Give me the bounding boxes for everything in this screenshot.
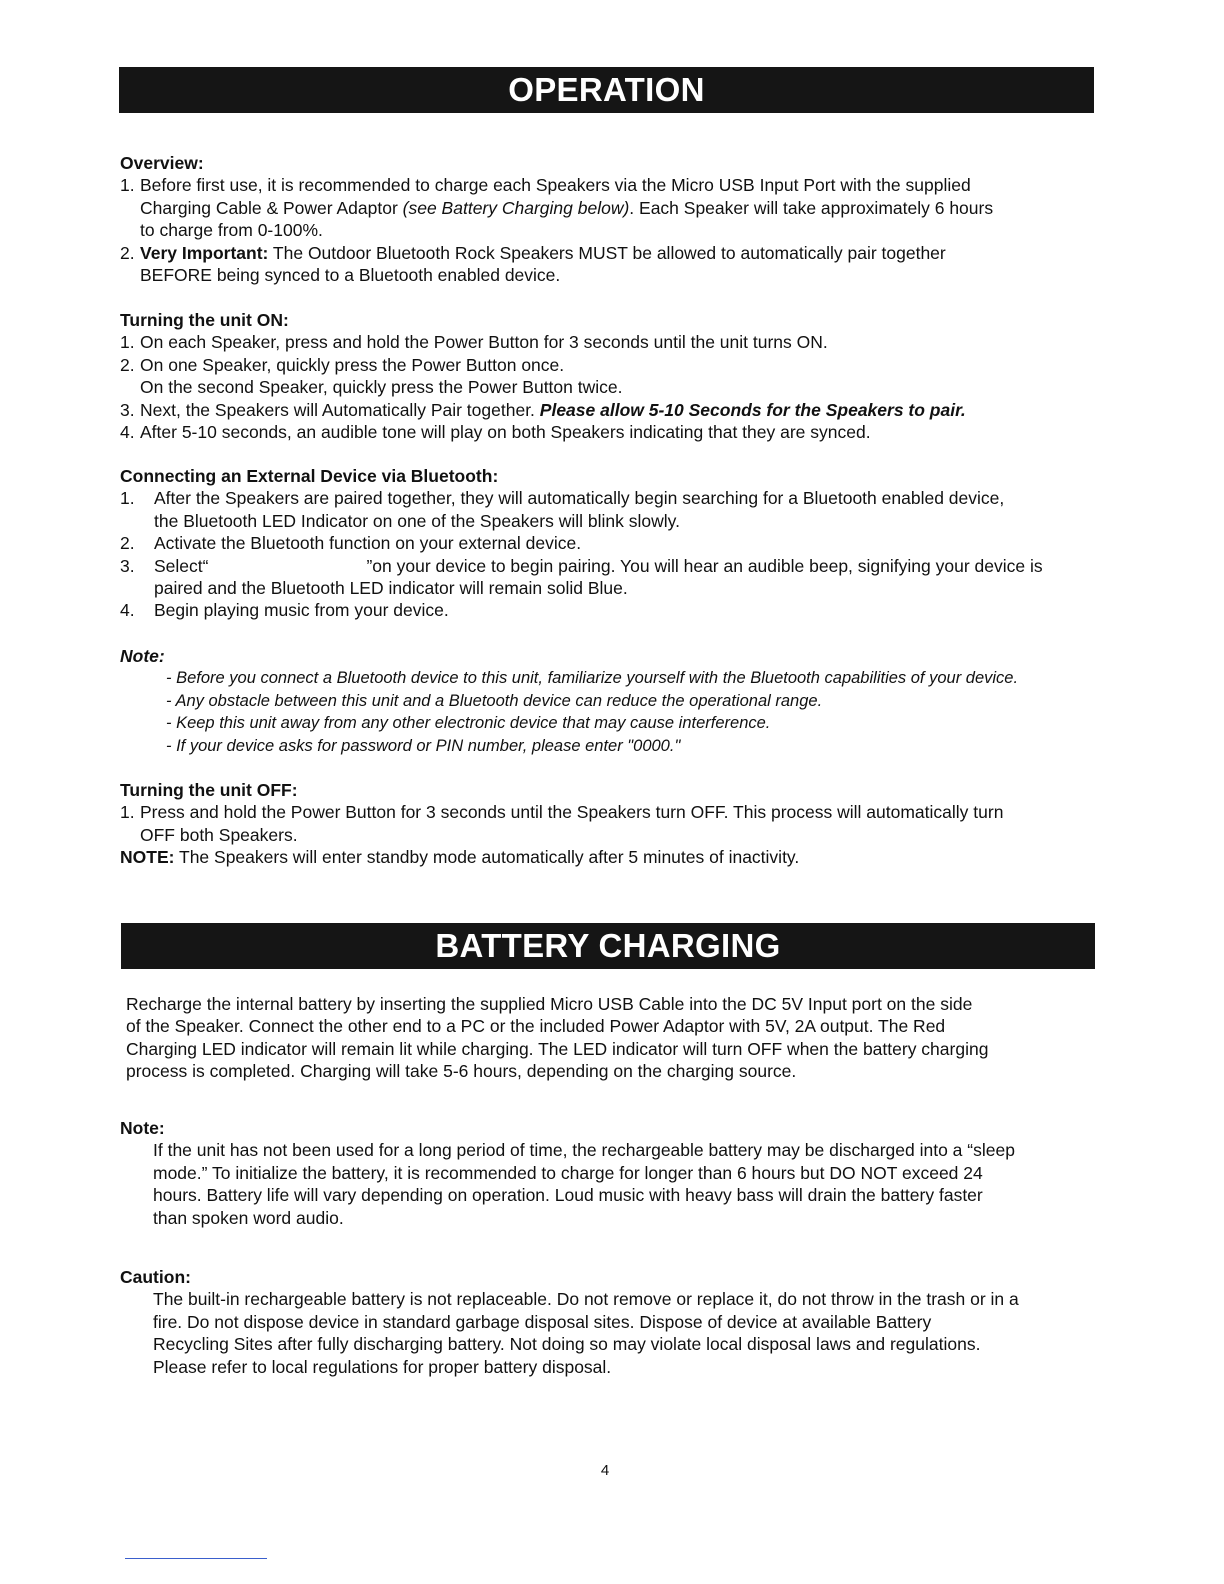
very-important-label: Very Important: <box>140 242 269 263</box>
operation-section-banner: OPERATION <box>119 67 1094 113</box>
paragraph-line: Recharge the internal battery by inserting the supplied Micro USB Cable into the DC 5V Input port on the side <box>126 994 973 1014</box>
paragraph-line: Recycling Sites after fully discharging battery. Not doing so may violate local disposal laws and regulations. <box>153 1334 981 1355</box>
list-item <box>120 599 1120 621</box>
list-continuation: On the second Speaker, quickly press the Power Button twice. <box>140 377 623 398</box>
list-text: On one Speaker, quickly press the Power Button once. <box>140 354 565 375</box>
list-item <box>120 399 1120 421</box>
list-item <box>120 532 1120 554</box>
paragraph-line: Please refer to local regulations for proper battery disposal. <box>153 1356 612 1377</box>
paragraph-line: hours. Battery life will vary depending on operation. Loud music with heavy bass will drain the battery faster <box>153 1185 983 1206</box>
list-text: Next, the Speakers will Automatically Pair together. <box>140 399 540 420</box>
list-number: 1. <box>120 802 135 823</box>
list-number: 2. <box>120 533 135 554</box>
list-item <box>120 331 1120 353</box>
list-text: After 5-10 seconds, an audible tone will play on both Speakers indicating that they are synced. <box>140 422 871 443</box>
paragraph-line: The built-in rechargeable battery is not replaceable. Do not remove or replace it, do not throw in the trash or in a <box>153 1289 1019 1310</box>
turning-on-heading: Turning the unit ON: <box>120 310 289 330</box>
list-number: 2. <box>120 354 135 375</box>
paragraph-line: than spoken word audio. <box>153 1207 344 1228</box>
note-line: - Keep this unit away from any other electronic device that may cause interference. <box>166 714 771 733</box>
list-text: paired and the Bluetooth LED indicator will remain solid Blue. <box>154 578 628 599</box>
turning-on-section <box>120 309 1120 443</box>
paragraph-line: fire. Do not dispose device in standard garbage disposal sites. Dispose of device at available Battery <box>153 1311 932 1332</box>
standby-note-text: The Speakers will enter standby mode automatically after 5 minutes of inactivity. <box>174 847 800 868</box>
battery-intro <box>126 993 1126 1083</box>
list-text: On each Speaker, press and hold the Power Button for 3 seconds until the unit turns ON. <box>140 332 828 353</box>
pairing-time-emphasis: Please allow 5-10 Seconds for the Speakers to pair. <box>539 399 966 420</box>
overview-section <box>120 152 1120 286</box>
list-number: 2. <box>120 242 135 263</box>
footer-divider <box>125 1558 267 1559</box>
list-number: 1. <box>120 332 135 353</box>
list-text: Select“ <box>154 555 209 576</box>
note-line: - If your device asks for password or PIN number, please enter "0000." <box>166 736 681 755</box>
turning-off-heading: Turning the unit OFF: <box>120 780 298 800</box>
paragraph-line: Charging LED indicator will remain lit while charging. The LED indicator will turn OFF when the battery charging <box>126 1038 989 1059</box>
list-number: 1. <box>120 488 135 509</box>
list-text: Before first use, it is recommended to charge each Speakers via the Micro USB Input Port with the supplied <box>140 175 971 196</box>
list-text: The Outdoor Bluetooth Rock Speakers MUST be allowed to automatically pair together <box>268 242 946 263</box>
note-label: NOTE: <box>120 847 175 868</box>
caution-heading: Caution: <box>120 1267 191 1287</box>
list-text: ”on your device to begin pairing. You will hear an audible beep, signifying your device is <box>366 555 1043 576</box>
paragraph-line: mode.” To initialize the battery, it is recommended to charge for longer than 6 hours but DO NOT exceed 24 <box>153 1162 983 1183</box>
note-line: - Before you connect a Bluetooth device to this unit, familiarize yourself with the Bluetooth capabilities of your device. <box>166 669 1019 688</box>
list-text: Press and hold the Power Button for 3 seconds until the Speakers turn OFF. This process will automatically turn <box>140 802 1004 823</box>
list-item <box>120 421 1120 443</box>
list-number: 1. <box>120 175 135 196</box>
paragraph-line: If the unit has not been used for a long period of time, the rechargeable battery may be discharged into a “sleep <box>153 1140 1015 1161</box>
list-item <box>120 354 1120 376</box>
list-number: 3. <box>120 555 135 576</box>
list-item <box>120 801 1120 846</box>
caution-section <box>120 1266 1120 1378</box>
standby-note <box>120 846 1120 868</box>
bluetooth-section <box>120 465 1120 622</box>
battery-charging-reference: (see Battery Charging below) <box>402 197 630 218</box>
list-text: Begin playing music from your device. <box>154 600 449 621</box>
paragraph-line: process is completed. Charging will take 5-6 hours, depending on the charging source. <box>126 1061 797 1082</box>
list-number: 3. <box>120 399 135 420</box>
list-number: 4. <box>120 422 135 443</box>
note-heading: Note: <box>120 646 165 666</box>
battery-charging-section-banner: BATTERY CHARGING <box>121 923 1095 969</box>
paragraph-line: of the Speaker. Connect the other end to a PC or the included Power Adaptor with 5V, 2A output. The Red <box>126 1016 946 1037</box>
list-text: Charging Cable & Power Adaptor <box>140 197 403 218</box>
list-text: . Each Speaker will take approximately 6 hours <box>629 197 994 218</box>
list-item <box>120 242 1120 287</box>
page-number: 4 <box>600 1462 610 1479</box>
list-text: to charge from 0-100%. <box>140 220 323 241</box>
list-number: 4. <box>120 600 135 621</box>
list-text: Activate the Bluetooth function on your external device. <box>154 533 582 554</box>
bluetooth-note-section <box>120 645 1120 757</box>
list-item <box>120 487 1120 532</box>
bluetooth-heading: Connecting an External Device via Bluetooth: <box>120 466 499 486</box>
list-item <box>120 555 1120 600</box>
list-text: After the Speakers are paired together, they will automatically begin searching for a Bluetooth enabled device, <box>154 488 1005 509</box>
list-text: OFF both Speakers. <box>140 824 298 845</box>
overview-heading: Overview: <box>120 153 204 173</box>
battery-note-heading: Note: <box>120 1118 165 1138</box>
list-text: the Bluetooth LED Indicator on one of the Speakers will blink slowly. <box>154 510 680 531</box>
list-item <box>120 174 1120 241</box>
list-text: BEFORE being synced to a Bluetooth enabled device. <box>140 265 561 286</box>
turning-off-section <box>120 779 1120 869</box>
note-line: - Any obstacle between this unit and a Bluetooth device can reduce the operational range. <box>166 691 823 710</box>
battery-note-section <box>120 1117 1120 1229</box>
